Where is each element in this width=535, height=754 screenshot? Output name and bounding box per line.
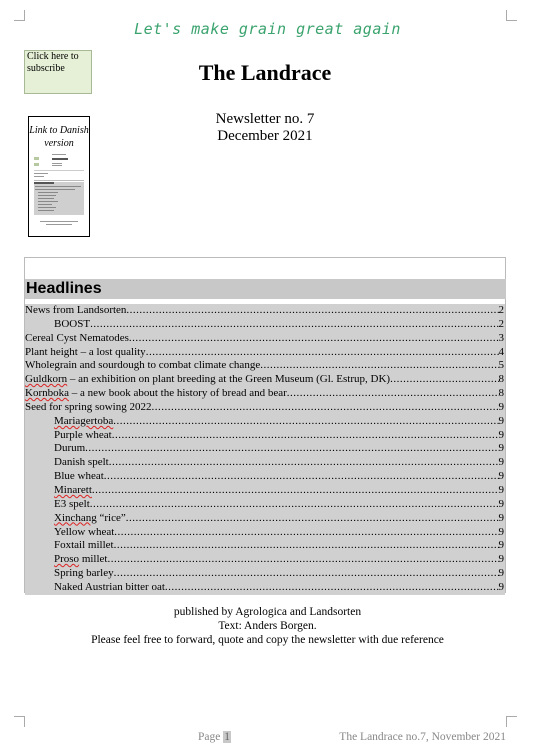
- toc-entry[interactable]: [25, 359, 505, 373]
- toc-entry-page: 9: [498, 414, 504, 427]
- credits: [0, 605, 535, 647]
- toc-entry[interactable]: [25, 484, 505, 498]
- toc-leader-dots: [90, 318, 498, 332]
- toc-entry[interactable]: [25, 539, 505, 553]
- toc-entry[interactable]: [25, 346, 505, 360]
- toc-entry-page: 5: [498, 359, 504, 372]
- toc-entry-title: Cereal Cyst Nematodes: [25, 331, 129, 344]
- toc-entry-page: 3: [498, 331, 504, 344]
- toc-leader-dots: [85, 442, 498, 456]
- toc-entry[interactable]: [25, 498, 505, 512]
- toc-entry-page: 9: [498, 553, 504, 566]
- toc-entry-page: 9: [498, 497, 504, 510]
- license-line: Please feel free to forward, quote and copy the newsletter with due reference: [91, 634, 444, 646]
- toc-leader-dots: [260, 359, 498, 373]
- table-of-contents: [24, 257, 506, 593]
- toc-entry-title: Kornboka – a new book about the history of bread and bear: [25, 387, 287, 400]
- toc-leader-dots: [113, 415, 498, 429]
- toc-leader-dots: [114, 526, 498, 540]
- toc-entry[interactable]: [25, 442, 505, 456]
- toc-entry-title: Durum: [54, 442, 86, 455]
- toc-entry-page: 9: [498, 525, 504, 538]
- toc-entry-title: Naked Austrian bitter oat: [54, 580, 165, 593]
- toc-entry[interactable]: [25, 512, 505, 526]
- toc-entry-page: 9: [498, 511, 504, 524]
- toc-leader-dots: [90, 498, 499, 512]
- toc-entry-page: 9: [498, 483, 504, 496]
- subscribe-link[interactable]: Click here to subscribe: [24, 50, 92, 94]
- toc-entry-page: 8: [498, 373, 504, 386]
- issue-date: December 2021: [217, 128, 313, 144]
- toc-entry-page: 9: [498, 442, 504, 455]
- toc-entry-title: Danish spelt: [54, 456, 109, 469]
- toc-entry[interactable]: [25, 526, 505, 540]
- toc-leader-dots: [152, 401, 499, 415]
- toc-entry-title: Mariagertoba: [54, 414, 114, 427]
- toc-entry-title: Spring barley: [54, 567, 114, 580]
- toc-entry-title: Guldkorn – an exhibition on plant breeding at the Green Museum (Gl. Estrup, DK): [25, 373, 391, 386]
- toc-list: [25, 304, 505, 595]
- toc-entry-page: 2: [498, 317, 504, 330]
- toc-entry[interactable]: [25, 373, 505, 387]
- toc-entry-page: 9: [498, 539, 504, 552]
- issue-info: [140, 111, 390, 145]
- danish-version-link[interactable]: [28, 116, 90, 237]
- footer-page-number: 1: [224, 731, 230, 743]
- toc-entry-title: Yellow wheat: [54, 525, 115, 538]
- toc-leader-dots: [92, 484, 499, 498]
- toc-leader-dots: [112, 429, 499, 443]
- toc-leader-dots: [107, 553, 498, 567]
- toc-leader-dots: [146, 346, 499, 360]
- author-line: Text: Anders Borgen.: [218, 620, 317, 632]
- toc-entry-page: 9: [498, 428, 504, 441]
- toc-entry-title: Seed for spring sowing 2022: [25, 400, 152, 413]
- toc-entry-title: Xinchang “rice”: [54, 511, 126, 524]
- toc-entry[interactable]: [25, 332, 505, 346]
- toc-leader-dots: [129, 332, 499, 346]
- toc-entry[interactable]: [25, 318, 505, 332]
- toc-entry-title: Proso millet: [54, 553, 108, 566]
- toc-entry-page: 9: [498, 400, 504, 413]
- toc-leader-dots: [287, 387, 499, 401]
- slogan: Let's make grain great again: [134, 20, 401, 38]
- footer-page-label: Page: [198, 731, 221, 743]
- publisher-line: published by Agrologica and Landsorten: [173, 606, 362, 618]
- danish-version-label: Link to Danish version: [29, 125, 89, 149]
- toc-entry-title: News from Landsorten: [25, 304, 127, 316]
- crop-mark-bottom-left: [14, 716, 25, 727]
- toc-entry-title: Blue wheat: [54, 470, 104, 483]
- toc-entry[interactable]: [25, 567, 505, 581]
- toc-entry-page: 9: [498, 470, 504, 483]
- toc-entry-title: BOOST: [54, 317, 91, 330]
- toc-entry-title: Plant height – a lost quality: [25, 345, 146, 358]
- toc-leader-dots: [104, 470, 499, 484]
- toc-entry[interactable]: [25, 429, 505, 443]
- toc-entry-title: Purple wheat: [54, 428, 112, 441]
- toc-entry[interactable]: [25, 401, 505, 415]
- footer-issue: The Landrace no.7, November 2021: [339, 731, 506, 743]
- toc-entry[interactable]: [25, 304, 505, 318]
- toc-entry[interactable]: [25, 387, 505, 401]
- toc-entry-page: 9: [498, 567, 504, 580]
- footer-page: [198, 731, 231, 743]
- toc-entry[interactable]: [25, 553, 505, 567]
- toc-entry[interactable]: [25, 456, 505, 470]
- toc-entry[interactable]: [25, 470, 505, 484]
- toc-entry-title: Minarett: [54, 483, 92, 496]
- toc-entry-page: 2: [498, 304, 504, 316]
- toc-leader-dots: [114, 567, 499, 581]
- newsletter-title: The Landrace: [198, 60, 332, 85]
- toc-leader-dots: [126, 512, 499, 526]
- toc-entry[interactable]: [25, 581, 505, 595]
- toc-entry-title: Wholegrain and sourdough to combat climate change: [25, 359, 261, 372]
- toc-entry-page: 9: [498, 456, 504, 469]
- toc-leader-dots: [114, 539, 499, 553]
- toc-entry-title: E3 spelt: [54, 497, 90, 510]
- toc-leader-dots: [109, 456, 499, 470]
- crop-mark-bottom-right: [506, 716, 517, 727]
- issue-number: Newsletter no. 7: [215, 111, 315, 127]
- toc-entry[interactable]: [25, 415, 505, 429]
- toc-leader-dots: [126, 304, 498, 318]
- toc-entry-page: 9: [498, 580, 504, 593]
- toc-leader-dots: [165, 581, 499, 595]
- toc-entry-page: 8: [498, 387, 504, 400]
- toc-entry-title: Foxtail millet: [54, 539, 114, 552]
- danish-version-thumbnail: [32, 153, 86, 233]
- toc-leader-dots: [390, 373, 498, 387]
- toc-entry-page: 4: [498, 345, 504, 358]
- toc-heading: Headlines: [25, 279, 506, 299]
